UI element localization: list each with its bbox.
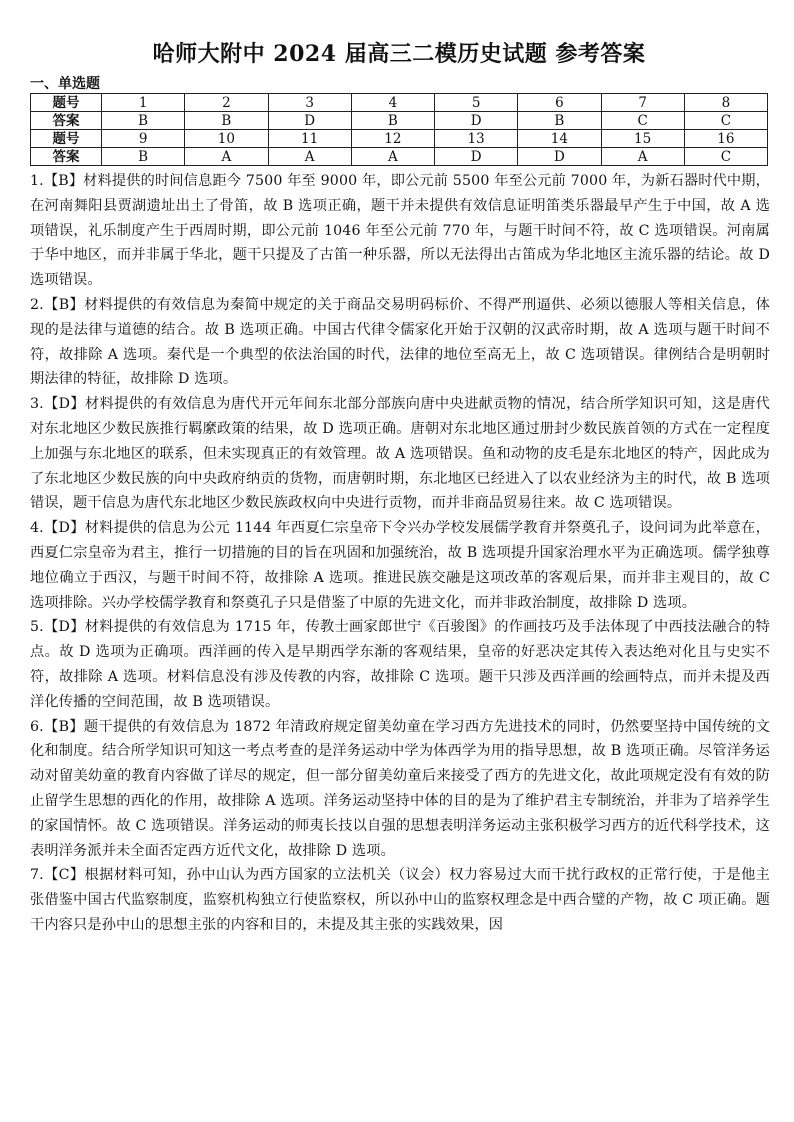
explanation-4: 4.【D】材料提供的信息为公元 1144 年西夏仁宗皇帝下令兴办学校发展儒学教育并祭奠孔子，设问词为此举意在，西夏仁宗皇帝为君主，推行一切措施的目的旨在巩固和加强统治，故 B 选项提升国家治理水平为正确选项。儒学独尊地位确立于西汉，与题干时间不符，故排除 A 选项。推进民族交融是这项改革的客观后果，而并非主观目的，故 C 选项排除。兴办学校儒学教育和祭奠孔子只是借鉴了中原的先进文化，而并非政治制度，故排除 D 选项。 bbox=[30, 520, 770, 611]
answer-table-cell: 10 bbox=[185, 130, 268, 148]
answer-table-cell: 12 bbox=[351, 130, 434, 148]
answer-table-cell: D bbox=[435, 148, 518, 166]
answer-table-cell: 9 bbox=[102, 130, 185, 148]
answer-table-cell: 15 bbox=[601, 130, 684, 148]
answer-table-cell: C bbox=[601, 112, 684, 130]
answer-table-row-label: 题号 bbox=[31, 94, 102, 112]
explanation-6: 6.【B】题干提供的有效信息为 1872 年清政府规定留美幼童在学习西方先进技术的同时，仍然要坚持中国传统的文化和制度。结合所学知识可知这一考点考查的是洋务运动中学为体西学为用的指导思想，故 B 选项正确。尽管洋务运动对留美幼童的教育内容做了详尽的规定，但一部分留美幼童后来接受了西方的先进文化，故此项规定没有有效的防止留学生思想的西化的作用，故排除 A 选项。洋务运动坚持中体的目的是为了维护君主专制统治，并非为了培养学生的家国情怀。故 C 选项错误。洋务运动的师夷长技以自强的思想表明洋务运动主张积极学习西方的近代科学技术，这表明洋务派并未全面否定西方近代文化，故排除 D 选项。 bbox=[30, 718, 770, 859]
explanation-5: 5.【D】材料提供的有效信息为 1715 年，传教士画家郎世宁《百骏图》的作画技巧及手法体现了中西技法融合的特点。故 D 选项为正确项。西洋画的传入是早期西学东渐的客观结果，皇帝的好恶决定其传入表达绝对化且与史实不符，故排除 A 选项。材料信息没有涉及传教的内容，故排除 C 选项。题干只涉及西洋画的绘画特点，而并未提及西洋化传播的空间范围，故 B 选项错误。 bbox=[30, 619, 770, 710]
answer-table-cell: B bbox=[102, 148, 185, 166]
answer-table-cell: 11 bbox=[268, 130, 351, 148]
answer-table-cell: B bbox=[185, 112, 268, 130]
answer-table-cell: 8 bbox=[684, 94, 767, 112]
section-heading: 一、单选题 bbox=[30, 76, 100, 92]
answer-table-cell: C bbox=[684, 112, 767, 130]
explanations bbox=[30, 169, 770, 938]
answer-table-cell: 2 bbox=[185, 94, 268, 112]
answer-table-cell: 13 bbox=[435, 130, 518, 148]
answer-table-cell: B bbox=[518, 112, 601, 130]
explanation-3: 3.【D】材料提供的有效信息为唐代开元年间东北部分部族向唐中央进献贡物的情况，结合所学知识可知，这是唐代对东北地区少数民族推行羁縻政策的结果，故 D 选项正确。唐朝对东北地区通过册封少数民族首领的方式在一定程度上加强与东北地区的联系，但未实现真正的有效管理。故 A 选项错误。鱼和动物的皮毛是东北地区的特产，因此成为了东北地区少数民族的向中央政府纳贡的货物，而唐朝时期，东北地区已经进入了以农业经济为主的时代，故 B 选项错误，题干信息为唐代东北地区少数民族政权向中央进行贡物，而并非商品贸易往来。故 C 选项错误。 bbox=[30, 396, 770, 512]
answer-table bbox=[30, 93, 768, 166]
answer-table-row bbox=[31, 148, 768, 166]
answer-table-row bbox=[31, 94, 768, 112]
answer-table-row-label: 题号 bbox=[31, 130, 102, 148]
answer-table-cell: A bbox=[351, 148, 434, 166]
answer-table-row-label: 答案 bbox=[31, 148, 102, 166]
answer-table-cell: B bbox=[351, 112, 434, 130]
explanation-2: 2.【B】材料提供的有效信息为秦简中规定的关于商品交易明码标价、不得严刑逼供、必须以德服人等相关信息，体现的是法律与道德的结合。故 B 选项正确。中国古代律令儒家化开始于汉朝的汉武帝时期，故 A 选项与题干时间不符，故排除 A 选项。秦代是一个典型的依法治国的时代，法律的地位至高无上，故 C 选项错误。律例结合是明朝时期法律的特征，故排除 D 选项。 bbox=[30, 296, 770, 388]
answer-table-cell: D bbox=[518, 148, 601, 166]
answer-table-cell: 1 bbox=[102, 94, 185, 112]
explanation-7: 7.【C】根据材料可知，孙中山认为西方国家的立法机关（议会）权力容易过大而干扰行政权的正常行使，于是他主张借鉴中国古代监察制度，监察机构独立行使监察权，所以孙中山的监察权理念是中西合璧的产物，故 C 项正确。题干内容只是孙中山的思想主张的内容和目的，未提及其主张的实践效果，因 bbox=[30, 867, 770, 933]
answer-table-cell: D bbox=[268, 112, 351, 130]
answer-table-cell: 16 bbox=[684, 130, 767, 148]
answer-table-cell: A bbox=[601, 148, 684, 166]
answer-table-row-label: 答案 bbox=[31, 112, 102, 130]
answer-table-cell: A bbox=[185, 148, 268, 166]
answer-table-cell: D bbox=[435, 112, 518, 130]
answer-table-cell: B bbox=[102, 112, 185, 130]
answer-table-row bbox=[31, 130, 768, 148]
explanation-1: 1.【B】材料提供的时间信息距今 7500 年至 9000 年，即公元前 5500 年至公元前 7000 年，为新石器时代中期，在河南舞阳县贾湖遗址出土了骨笛，故 B 选项正确，题干并未提供有效信息证明笛类乐器最早产生于中国，故 A 选项错误，礼乐制度产生于西周时期，即公元前 1046 年至公元前 770 年，与题干时间不符，故 C 选项错误。河南属于华中地区，而并非属于华北，题干只提及了古笛一种乐器，所以无法得出古笛成为华北地区主流乐器的结论。故 D 选项错误。 bbox=[30, 173, 770, 289]
answer-table-cell: 5 bbox=[435, 94, 518, 112]
answer-table-cell: 4 bbox=[351, 94, 434, 112]
answer-table-cell: 6 bbox=[518, 94, 601, 112]
answer-table-cell: 3 bbox=[268, 94, 351, 112]
answer-table-row bbox=[31, 112, 768, 130]
answer-table-cell: 14 bbox=[518, 130, 601, 148]
answer-table-cell: C bbox=[684, 148, 767, 166]
page-title: 哈师大附中 2024 届高三二模历史试题 参考答案 bbox=[152, 41, 646, 67]
answer-table-cell: A bbox=[268, 148, 351, 166]
answer-table-cell: 7 bbox=[601, 94, 684, 112]
